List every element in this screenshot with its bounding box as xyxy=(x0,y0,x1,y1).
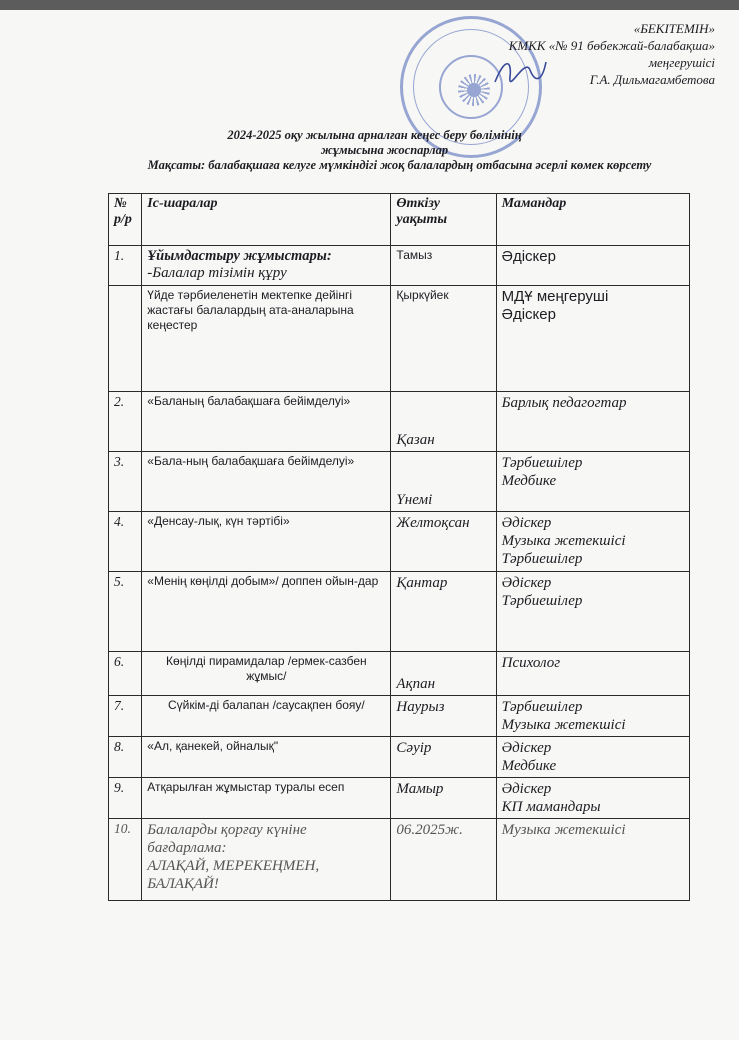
header-time: Өткізу уақыты xyxy=(391,194,496,246)
row-time: Ақпан xyxy=(391,652,496,696)
row-time: Сәуір xyxy=(391,737,496,778)
plan-table xyxy=(108,193,690,901)
row-specialists xyxy=(496,696,689,737)
table-row xyxy=(109,246,690,286)
row-time: 06.2025ж. xyxy=(391,819,496,901)
row-event-text: -Балалар тізімін құру xyxy=(147,265,287,281)
table-row xyxy=(109,819,690,901)
approval-title: «БЕКІТЕМІН» xyxy=(633,21,715,36)
row-specialist: МДҰ меңгеруші xyxy=(501,288,609,305)
table-row xyxy=(109,572,690,652)
state-emblem-icon xyxy=(458,74,490,106)
approval-organization: КМКК «№ 91 бөбекжай-балабақша» xyxy=(508,38,715,53)
row-event: «Менің көңілді добым»/ доппен ойын-дар xyxy=(142,572,391,652)
row-number: 5. xyxy=(109,572,142,652)
heading-line-2: жұмысына жоспарлар xyxy=(320,143,449,157)
approval-position: меңгерушісі xyxy=(648,55,715,70)
row-time: Мамыр xyxy=(391,778,496,819)
row-number: 7. xyxy=(109,696,142,737)
row-time: Қазан xyxy=(391,392,496,452)
table-row xyxy=(109,737,690,778)
row-time: Қантар xyxy=(391,572,496,652)
row-time: Қыркүйек xyxy=(391,286,496,392)
approval-name: Г.А. Дильмагамбетова xyxy=(589,72,715,87)
row-specialist: Әдіскер xyxy=(496,246,689,286)
row-event: «Ал, қанекей, ойналық" xyxy=(142,737,391,778)
header-specialists: Мамандар xyxy=(496,194,689,246)
row-specialist: КП мамандары xyxy=(501,799,601,815)
row-number: 9. xyxy=(109,778,142,819)
row-specialist: Психолог xyxy=(496,652,689,696)
row-number: 4. xyxy=(109,512,142,572)
row-specialists xyxy=(496,737,689,778)
row-specialist: Музыка жетекшісі xyxy=(501,533,626,549)
row-event-title: Балаларды қорғау күніне бағдарлама: xyxy=(147,822,307,856)
row-event: Атқарылған жұмыстар туралы есеп xyxy=(142,778,391,819)
row-number: 10. xyxy=(109,819,142,901)
table-row xyxy=(109,452,690,512)
row-specialists xyxy=(496,452,689,512)
table-row xyxy=(109,392,690,452)
row-event-title: Ұйымдастыру жұмыстары: xyxy=(147,248,332,264)
row-time: Наурыз xyxy=(391,696,496,737)
row-time: Үнемі xyxy=(391,452,496,512)
row-time: Тамыз xyxy=(391,246,496,286)
row-specialist: Әдіскер xyxy=(501,740,552,756)
row-specialist: Әдіскер xyxy=(501,515,552,531)
table-row xyxy=(109,512,690,572)
table-row xyxy=(109,778,690,819)
row-specialist: Тәрбиешілер xyxy=(501,551,583,567)
row-event: Үйде тәрбиеленетін мектепке дейінгі жастағы балалардың ата-аналарына кеңестер xyxy=(142,286,391,392)
row-specialist: Музыка жетекшісі xyxy=(501,717,626,733)
row-specialist: Әдіскер xyxy=(501,781,552,797)
table-header-row xyxy=(109,194,690,246)
document-page xyxy=(0,10,739,1040)
row-specialists xyxy=(496,286,689,392)
row-event: «Денсау-лық, күн тәртібі» xyxy=(142,512,391,572)
row-event-text: АЛАҚАЙ, МЕРЕКЕҢМЕН, БАЛАҚАЙ! xyxy=(147,858,320,892)
row-specialist: Барлық педагогтар xyxy=(496,392,689,452)
heading-line-1: 2024-2025 оқу жылына арналған кеңес беру бөлімінің xyxy=(227,128,522,142)
row-number xyxy=(109,286,142,392)
row-event: Сүйкім-ді балапан /саусақпен бояу/ xyxy=(142,696,391,737)
top-frame-bar xyxy=(0,0,739,10)
heading-goal: Мақсаты: балабақшаға келуге мүмкіндігі жоқ балалардың отбасына әсерлі көмек көрсету xyxy=(147,158,652,172)
row-number: 3. xyxy=(109,452,142,512)
approval-block xyxy=(509,20,715,88)
document-heading xyxy=(0,128,739,173)
row-specialist: Тәрбиешілер xyxy=(501,593,583,609)
row-number: 6. xyxy=(109,652,142,696)
row-specialist: Медбике xyxy=(501,473,557,489)
row-specialists xyxy=(496,512,689,572)
table-row xyxy=(109,286,690,392)
row-specialist: Тәрбиешілер xyxy=(501,699,583,715)
table-row xyxy=(109,696,690,737)
header-event: Іс-шаралар xyxy=(142,194,391,246)
row-specialist: Әдіскер xyxy=(501,575,552,591)
row-event: «Бала-ның балабақшаға бейімделуі» xyxy=(142,452,391,512)
row-specialists xyxy=(496,778,689,819)
row-event: «Баланың балабақшаға бейімделуі» xyxy=(142,392,391,452)
row-event xyxy=(142,819,391,901)
header-number: № р/р xyxy=(109,194,142,246)
table-row xyxy=(109,652,690,696)
row-specialist: Музыка жетекшісі xyxy=(496,819,689,901)
row-specialist: Медбике xyxy=(501,758,557,774)
row-number: 1. xyxy=(109,246,142,286)
row-specialist: Тәрбиешілер xyxy=(501,455,583,471)
row-time: Желтоқсан xyxy=(391,512,496,572)
row-specialists xyxy=(496,572,689,652)
row-event xyxy=(142,246,391,286)
row-specialist: Әдіскер xyxy=(501,306,556,323)
row-event: Көңілді пирамидалар /ермек-сазбен жұмыс/ xyxy=(142,652,391,696)
row-number: 2. xyxy=(109,392,142,452)
row-number: 8. xyxy=(109,737,142,778)
